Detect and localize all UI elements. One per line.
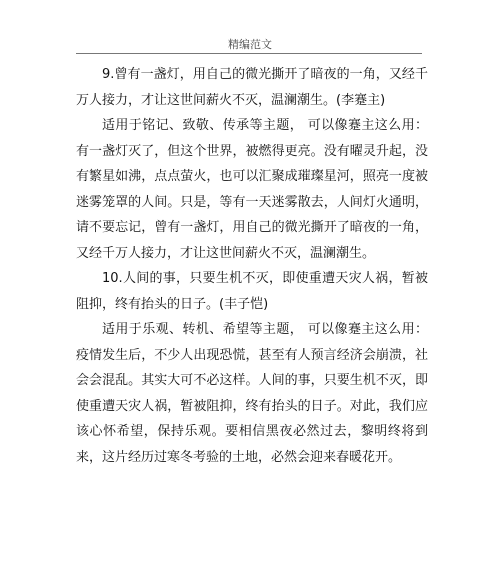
paragraph-usage-9: 适用于铭记、致敬、传承等主题， 可以像蹇主这么用：有一盏灯灭了，但这个世界，被燃得更亮。没有曜灵升起，没有繁星如沸，点点萤火，也可以汇聚成璀璨星河，照亮一度被迷雾笼罩的人间。只是，等有一天迷雾散去，人间灯火通明，请不要忘记，曾有一盏灯，用自己的微光撕开了暗夜的一角，又经千万人接力，才让这世间薪火不灭，温澜潮生。 <box>76 118 428 261</box>
paragraph-quote-10: 10.人间的事，只要生机不灭，即使重遭天灾人祸，暂被阻抑，终有抬头的日子。(丰子恺) <box>76 271 428 312</box>
header-divider <box>76 53 422 54</box>
page-header: 精编范文 <box>228 38 272 51</box>
paragraph-usage-10: 适用于乐观、转机、希望等主题， 可以像蹇主这么用：疫情发生后，不少人出现恐慌，甚至有人预言经济会崩溃，社会会混乱。其实大可不必这样。人间的事，只要生机不灭，即使重遭天灾人祸，暂被阻抑，终有抬头的日子。对此，我们应该心怀希望，保持乐观。要相信黑夜必然过去，黎明终将到来，这片经历过寒冬考验的土地，必然会迎来春暖花开。 <box>76 322 428 465</box>
document-body <box>76 62 428 470</box>
paragraph-quote-9: 9.曾有一盏灯，用自己的微光撕开了暗夜的一角，又经千万人接力，才让这世间薪火不灭，温澜潮生。(李蹇主) <box>76 67 428 108</box>
